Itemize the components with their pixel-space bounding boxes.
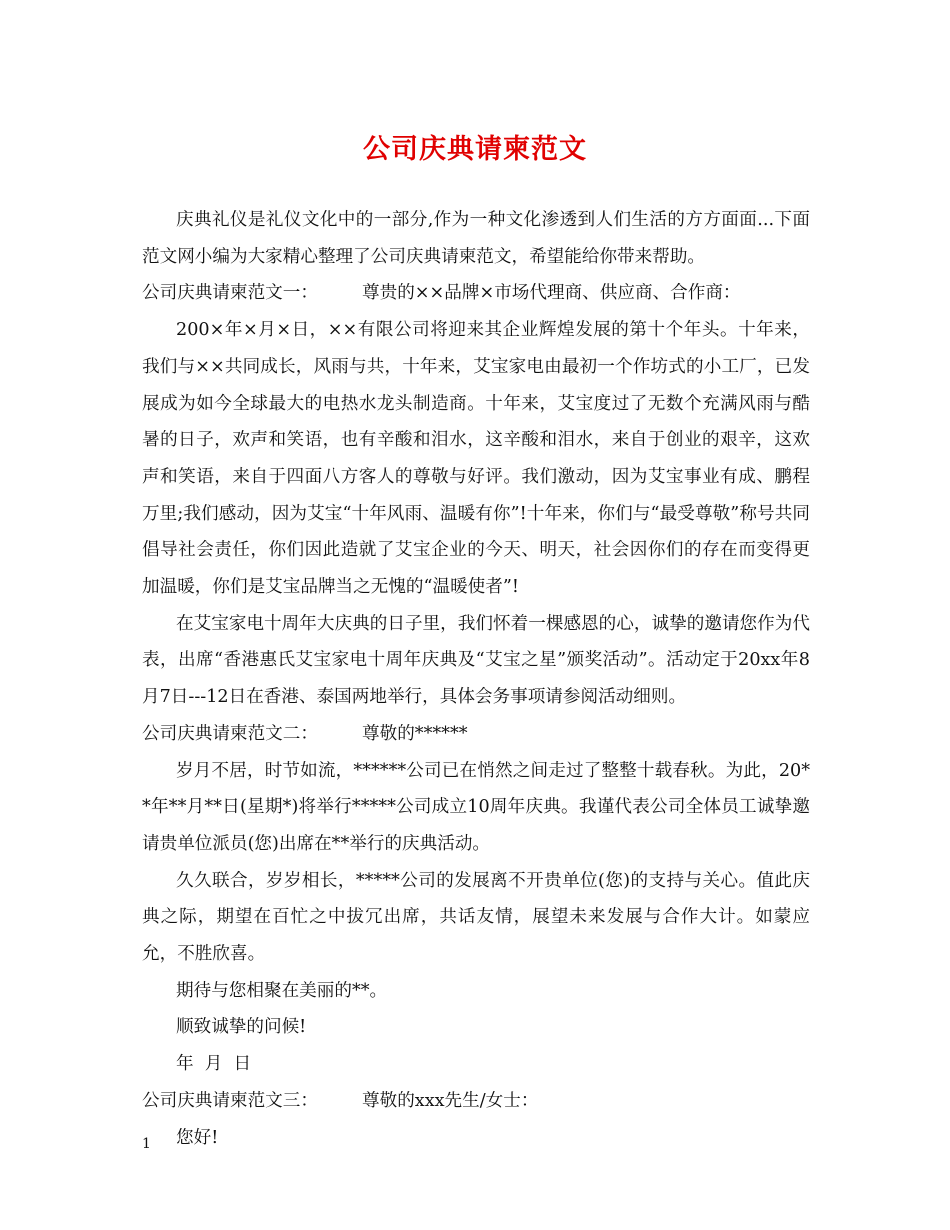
section-one-invitation: 在艾宝家电十周年大庆典的日子里，我们怀着一棵感恩的心，诚挚的邀请您作为代表，出席“香港惠氏艾宝家电十周年庆典及“艾宝之星”颁奖活动”。活动定于20xx年8月7日---12日在香港、泰国两地举行，具体会务事项请参阅活动细则。 xyxy=(142,613,810,708)
document-body xyxy=(142,202,810,1156)
date-line: 年 月 日 xyxy=(176,1054,252,1075)
section-two-support: 久久联合，岁岁相长，*****公司的发展离不开贵单位(您)的支持与关心。值此庆典之际，期望在百忙之中拔冗出席，共话友情，展望未来发展与合作大计。如蒙应允，不胜欣喜。 xyxy=(142,870,810,965)
section-three-heading xyxy=(142,1083,810,1120)
intro-paragraph: 庆典礼仪是礼仪文化中的一部分,作为一种文化渗透到人们生活的方方面面...下面范文网小编为大家精心整理了公司庆典请柬范文，希望能给你带来帮助。 xyxy=(142,210,810,267)
section-two-closing: 期待与您相聚在美丽的**。 xyxy=(176,980,388,1001)
document-title: 公司庆典请柬范文 xyxy=(363,134,587,165)
section-three-label: 公司庆典请柬范文三： xyxy=(142,1090,318,1111)
section-one-heading xyxy=(142,275,810,312)
section-one-greeting: 尊贵的××品牌×市场代理商、供应商、合作商： xyxy=(362,283,741,304)
section-one-label: 公司庆典请柬范文一： xyxy=(142,283,318,304)
page-number: 1 xyxy=(142,1136,151,1152)
section-two-greeting: 尊敬的****** xyxy=(362,723,468,744)
section-three-body: 您好! xyxy=(176,1127,219,1148)
section-two-label: 公司庆典请柬范文二： xyxy=(142,723,318,744)
section-three-greeting: 尊敬的xxx先生/女士： xyxy=(362,1090,539,1111)
section-two-body: 岁月不居，时节如流，******公司已在悄然之间走过了整整十载春秋。为此，20**年**月**日(星期*)将举行*****公司成立10周年庆典。我谨代表公司全体员工诚挚邀请贵单位派员(您)出席在**举行的庆典活动。 xyxy=(142,760,810,854)
section-two-regards: 顺致诚挚的问候! xyxy=(176,1017,307,1038)
section-one-body: 200×年×月×日，××有限公司将迎来其企业辉煌发展的第十个年头。十年来，我们与××共同成长，风雨与共，十年来，艾宝家电由最初一个作坊式的小工厂，已发展成为如今全球最大的电热水龙头制造商。十年来，艾宝度过了无数个充满风雨与酷暑的日子，欢声和笑语，也有辛酸和泪水，这辛酸和泪水，来自于创业的艰辛，这欢声和笑语，来自于四面八方客人的尊敬与好评。我们激动，因为艾宝事业有成、鹏程万里;我们感动，因为艾宝“十年风雨、温暖有你”!十年来，你们与“最受尊敬”称号共同倡导社会责任，你们因此造就了艾宝企业的今天、明天，社会因你们的存在而变得更加温暖，你们是艾宝品牌当之无愧的“温暖使者”! xyxy=(142,320,810,598)
section-two-heading xyxy=(142,716,810,753)
